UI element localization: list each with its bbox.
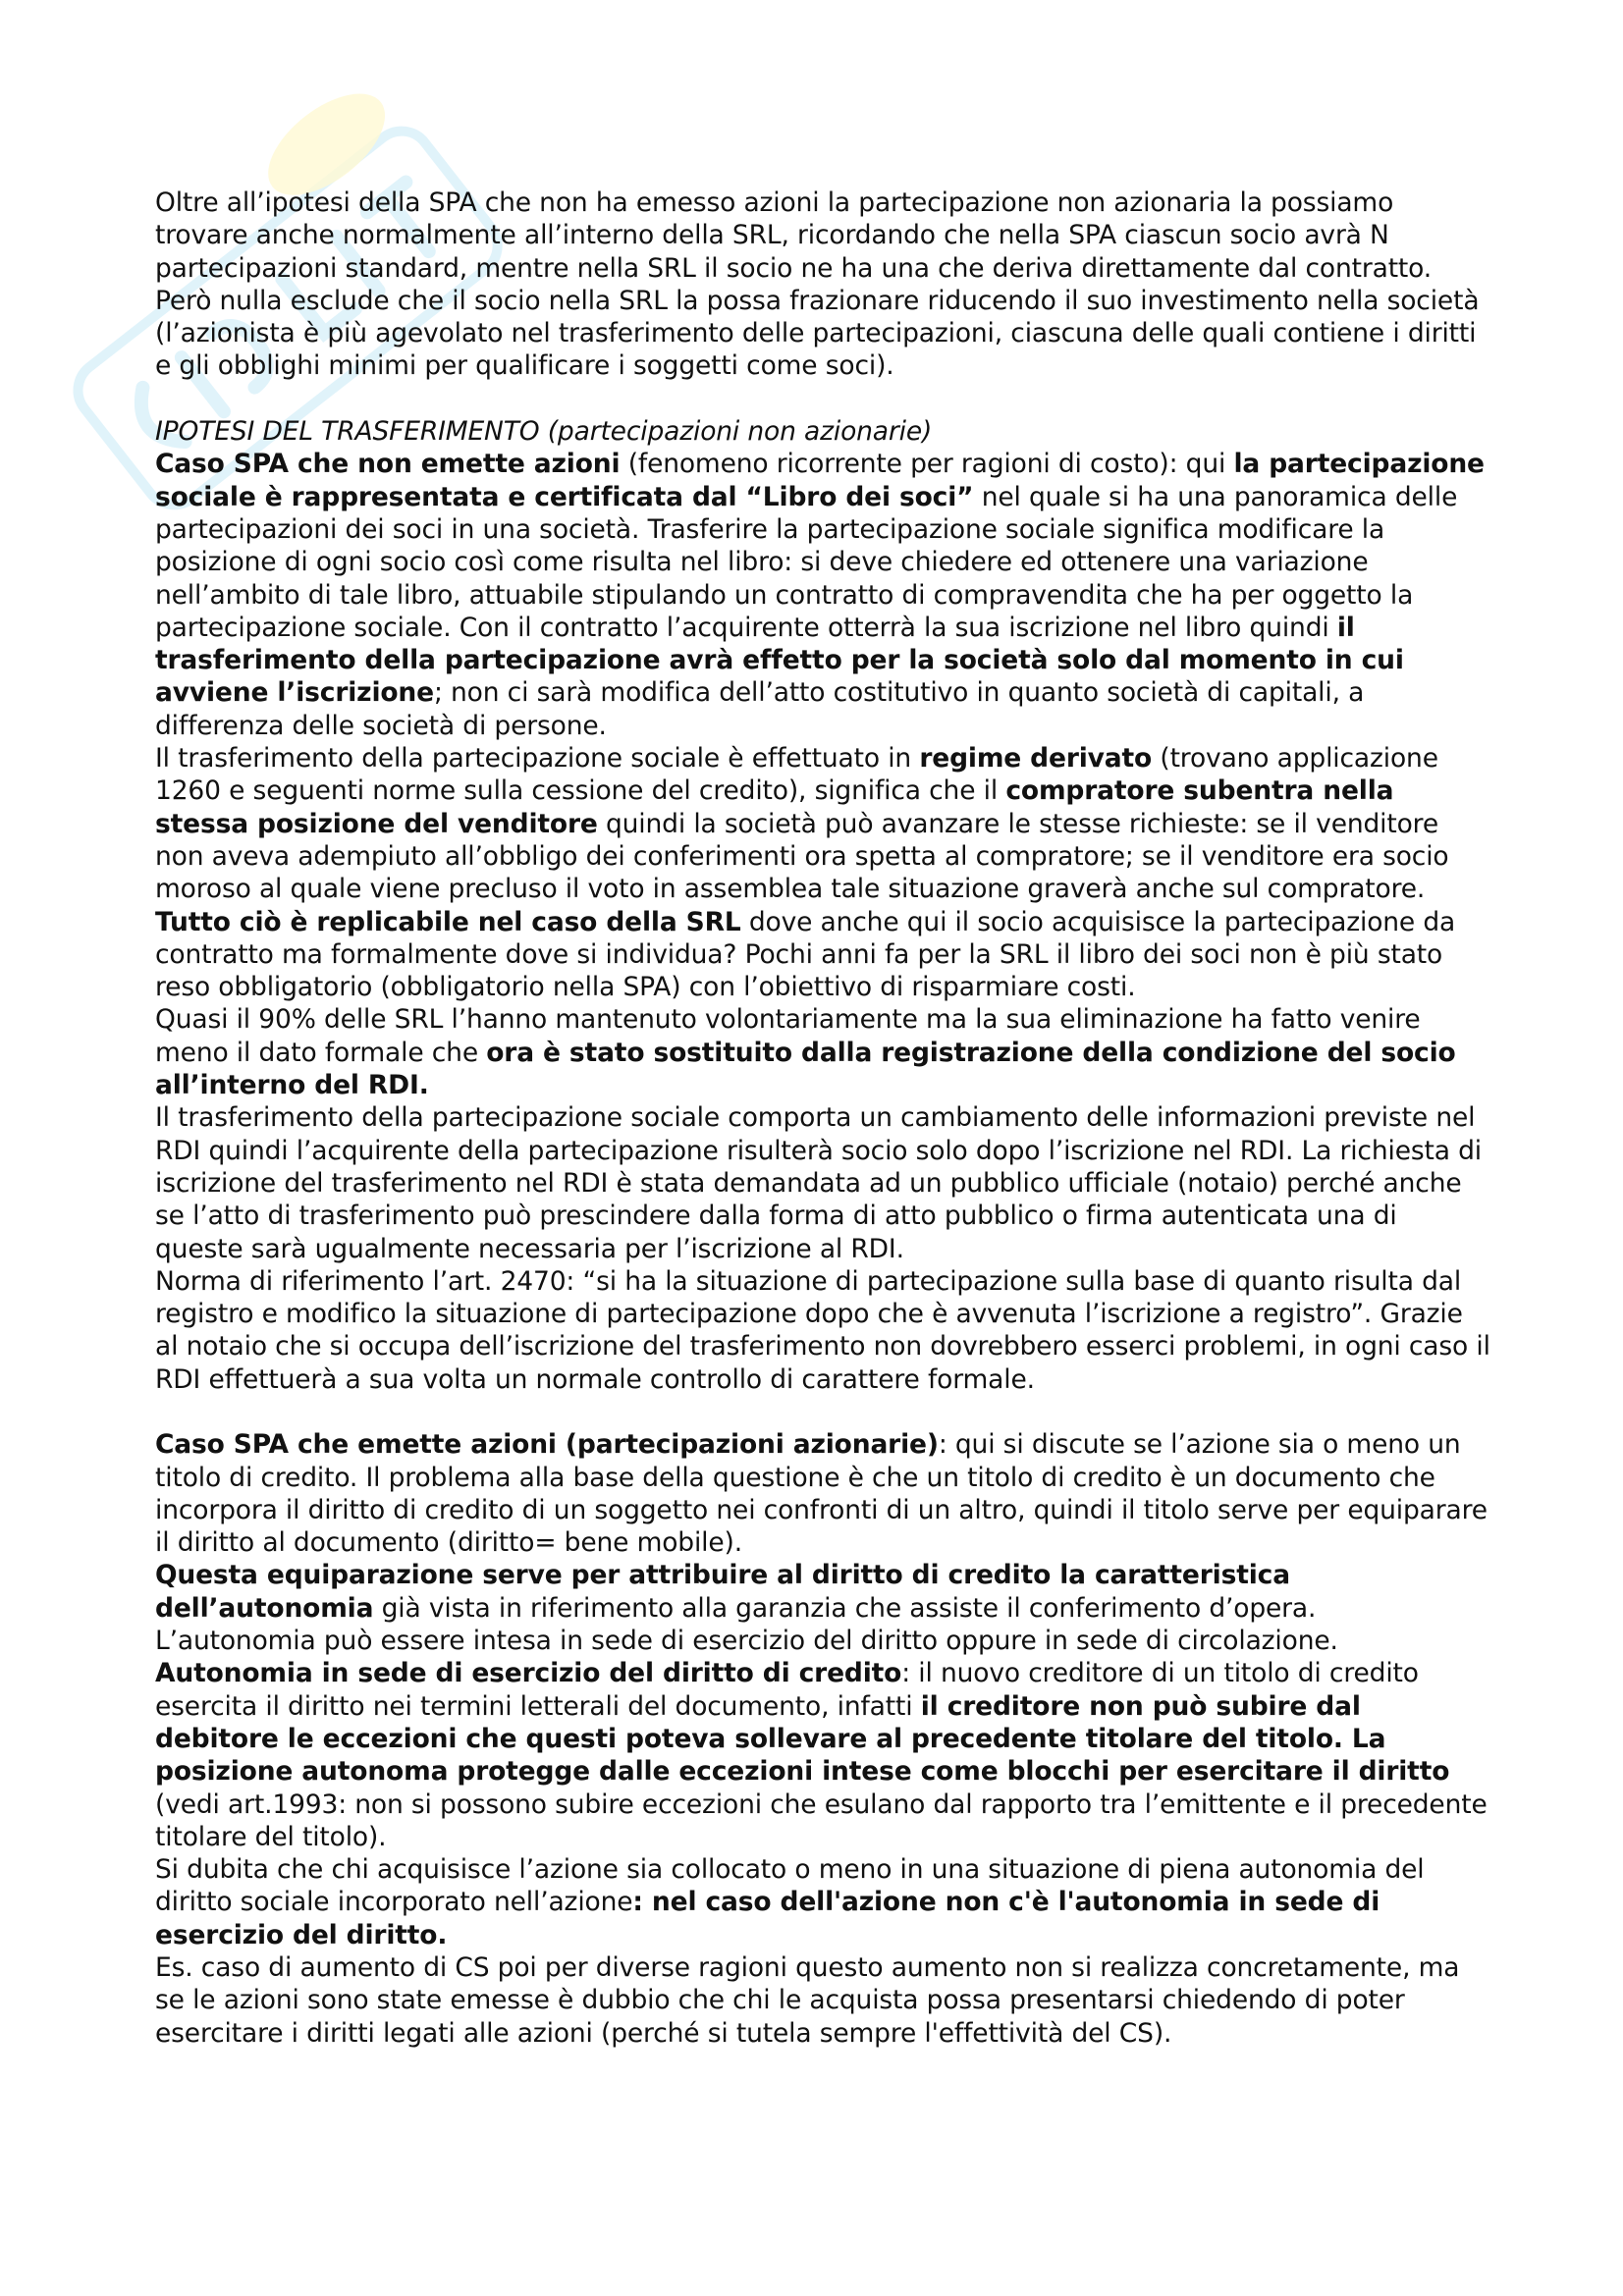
body-text: Oltre all’ipotesi della SPA che non ha emesso azioni la partecipazione non azionaria la possiamo trovare anche normalmente all’interno della SRL, ricordando che nella SPA ciascun socio avrà N partecipazioni standard, mentre nella SRL il socio ne ha una che deriva direttamente dal contratto. Però nulla esclude che il socio nella SRL la possa frazionare riducendo il suo investimento nella società (l’azionista è più agevolato nel trasferimento delle partecipazioni, ciascuna delle quali contiene i diritti e gli obblighi minimi per qualificare i soggetti come soci). (155, 187, 1480, 382)
bold-text: Caso SPA che non emette azioni (155, 449, 621, 480)
body-text: Il trasferimento della partecipazione sociale è effettuato in (155, 743, 920, 774)
body-text: : qui si discute se l’azione sia o meno un titolo di credito. Il problema alla base della questione è che un titolo di credito è un documento che incorpora il diritto di credito di un soggetto nei confronti di un altro, quindi il titolo serve per equiparare il diritto al documento (diritto= bene mobile). (155, 1429, 1488, 1559)
bold-text: il creditore non può subire dal debitore le eccezioni che questi poteva sollevare al precedente titolare del titolo. La posizione autonoma protegge dalle eccezioni intese come blocchi per esercitare il diritto (155, 1690, 1450, 1788)
body-text: Il trasferimento della partecipazione sociale comporta un cambiamento delle informazioni previste nel RDI quindi l’acquirente della partecipazione risulterà socio solo dopo l’iscrizione nel RDI. La richiesta di iscrizione del trasferimento nel RDI è stata demandata ad un pubblico ufficiale (notaio) perché anche se l’atto di trasferimento può prescindere dalla forma di atto pubblico o firma autenticata una di queste sarà ugualmente necessaria per l’iscrizione al RDI. (155, 1102, 1482, 1264)
paragraph (155, 1101, 1490, 1264)
bold-text: Caso SPA che emette azioni (partecipazioni azionarie) (155, 1429, 939, 1461)
bold-text: Tutto ciò è replicabile nel caso della SRL (155, 906, 741, 937)
body-text: L’autonomia può essere intesa in sede di esercizio del diritto oppure in sede di circolazione. (155, 1626, 1338, 1657)
bold-text: la partecipazione sociale è rappresentata e certificata dal “Libro dei soci” (155, 449, 1485, 512)
body-text: nel quale si ha una panoramica delle partecipazioni dei soci in una società. Trasferire la partecipazione sociale significa modificare la posizione di ogni socio così come risulta nel libro: si deve chiedere ed ottenere una variazione nell’ambito di tale libro, attuabile stipulando un contratto di compravendita che ha per oggetto la partecipazione sociale. Con il contratto l’acquirente otterrà la sua iscrizione nel libro quindi (155, 481, 1458, 643)
paragraph-spacer (155, 1396, 1490, 1428)
paragraph (155, 1625, 1490, 1657)
body-text: già vista in riferimento alla garanzia che assiste il conferimento d’opera. (373, 1592, 1317, 1624)
paragraph (155, 1003, 1490, 1101)
body-text: Norma di riferimento l’art. 2470: “si ha la situazione di partecipazione sulla base di quanto risulta dal registro e modifico la situazione di partecipazione dopo che è avvenuta l’iscrizione a registro”. Grazie al notaio che si occupa dell’iscrizione del trasferimento non dovrebbero esserci problemi, in ogni caso il RDI effettuerà a sua volta un normale controllo di carattere formale. (155, 1265, 1490, 1395)
body-text: Si dubita che chi acquisisce l’azione sia collocato o meno in una situazione di piena autonomia del diritto sociale incorporato nell’azione (155, 1854, 1425, 1918)
bold-text: : nel caso dell'azione non c'è l'autonomia in sede di esercizio del diritto. (155, 1887, 1380, 1950)
body-text: (trovano applicazione 1260 e seguenti norme sulla cessione del credito), significa che il (155, 743, 1438, 807)
paragraph (155, 1951, 1490, 2050)
paragraph (155, 1265, 1490, 1396)
body-text: quindi la società può avanzare le stesse richieste: se il venditore non aveva adempiuto all’obbligo dei conferimenti ora spetta al compratore; se il venditore era socio moroso al quale viene precluso il voto in assemblea tale situazione graverà anche sul compratore. (155, 808, 1449, 905)
paragraph (155, 448, 1490, 742)
body-text: ; non ci sarà modifica dell’atto costitutivo in quanto società di capitali, a differenza delle società di persone. (155, 677, 1365, 741)
paragraph (155, 415, 1490, 448)
bold-text: il trasferimento della partecipazione avrà effetto per la società solo dal momento in cui avviene l’iscrizione (155, 612, 1404, 709)
paragraph (155, 187, 1490, 383)
paragraph (155, 1853, 1490, 1951)
italic-heading: IPOTESI DEL TRASFERIMENTO (partecipazioni non azionarie) (155, 416, 933, 448)
body-text: : il nuovo creditore di un titolo di credito esercita il diritto nei termini letterali del documento, infatti (155, 1658, 1419, 1722)
bold-text: Autonomia in sede di esercizio del diritto di credito (155, 1658, 902, 1689)
paragraph (155, 742, 1490, 905)
bold-text: ora è stato sostituito dalla registrazione della condizione del socio all’interno del RDI. (155, 1037, 1456, 1101)
paragraph (155, 1657, 1490, 1853)
paragraph (155, 1559, 1490, 1625)
body-text: (fenomeno ricorrente per ragioni di costo): qui (620, 449, 1234, 480)
paragraph-spacer (155, 383, 1490, 415)
body-text: dove anche qui il socio acquisisce la partecipazione da contratto ma formalmente dove si individua? Pochi anni fa per la SRL il libro dei soci non è più stato reso obbligatorio (obbligatorio nella SPA) con l’obiettivo di risparmiare costi. (155, 906, 1456, 1003)
paragraph (155, 1428, 1490, 1559)
body-text: Quasi il 90% delle SRL l’hanno mantenuto volontariamente ma la sua eliminazione ha fatto venire meno il dato formale che (155, 1004, 1421, 1068)
bold-text: regime derivato (919, 743, 1153, 774)
body-text: Es. caso di aumento di CS poi per diverse ragioni questo aumento non si realizza concretamente, ma se le azioni sono state emesse è dubbio che chi le acquista possa presentarsi chiedendo di poter esercitare i diritti legati alle azioni (perché si tutela sempre l'effettività del CS). (155, 1952, 1460, 2049)
body-text: (vedi art.1993: non si possono subire eccezioni che esulano dal rapporto tra l’emittente e il precedente titolare del titolo). (155, 1789, 1488, 1852)
bold-text: compratore subentra nella stessa posizione del venditore (155, 775, 1394, 839)
bold-text: Questa equiparazione serve per attribuire al diritto di credito la caratteristica dell’autonomia (155, 1560, 1290, 1624)
paragraph (155, 906, 1490, 1004)
document-body (155, 187, 1490, 2050)
